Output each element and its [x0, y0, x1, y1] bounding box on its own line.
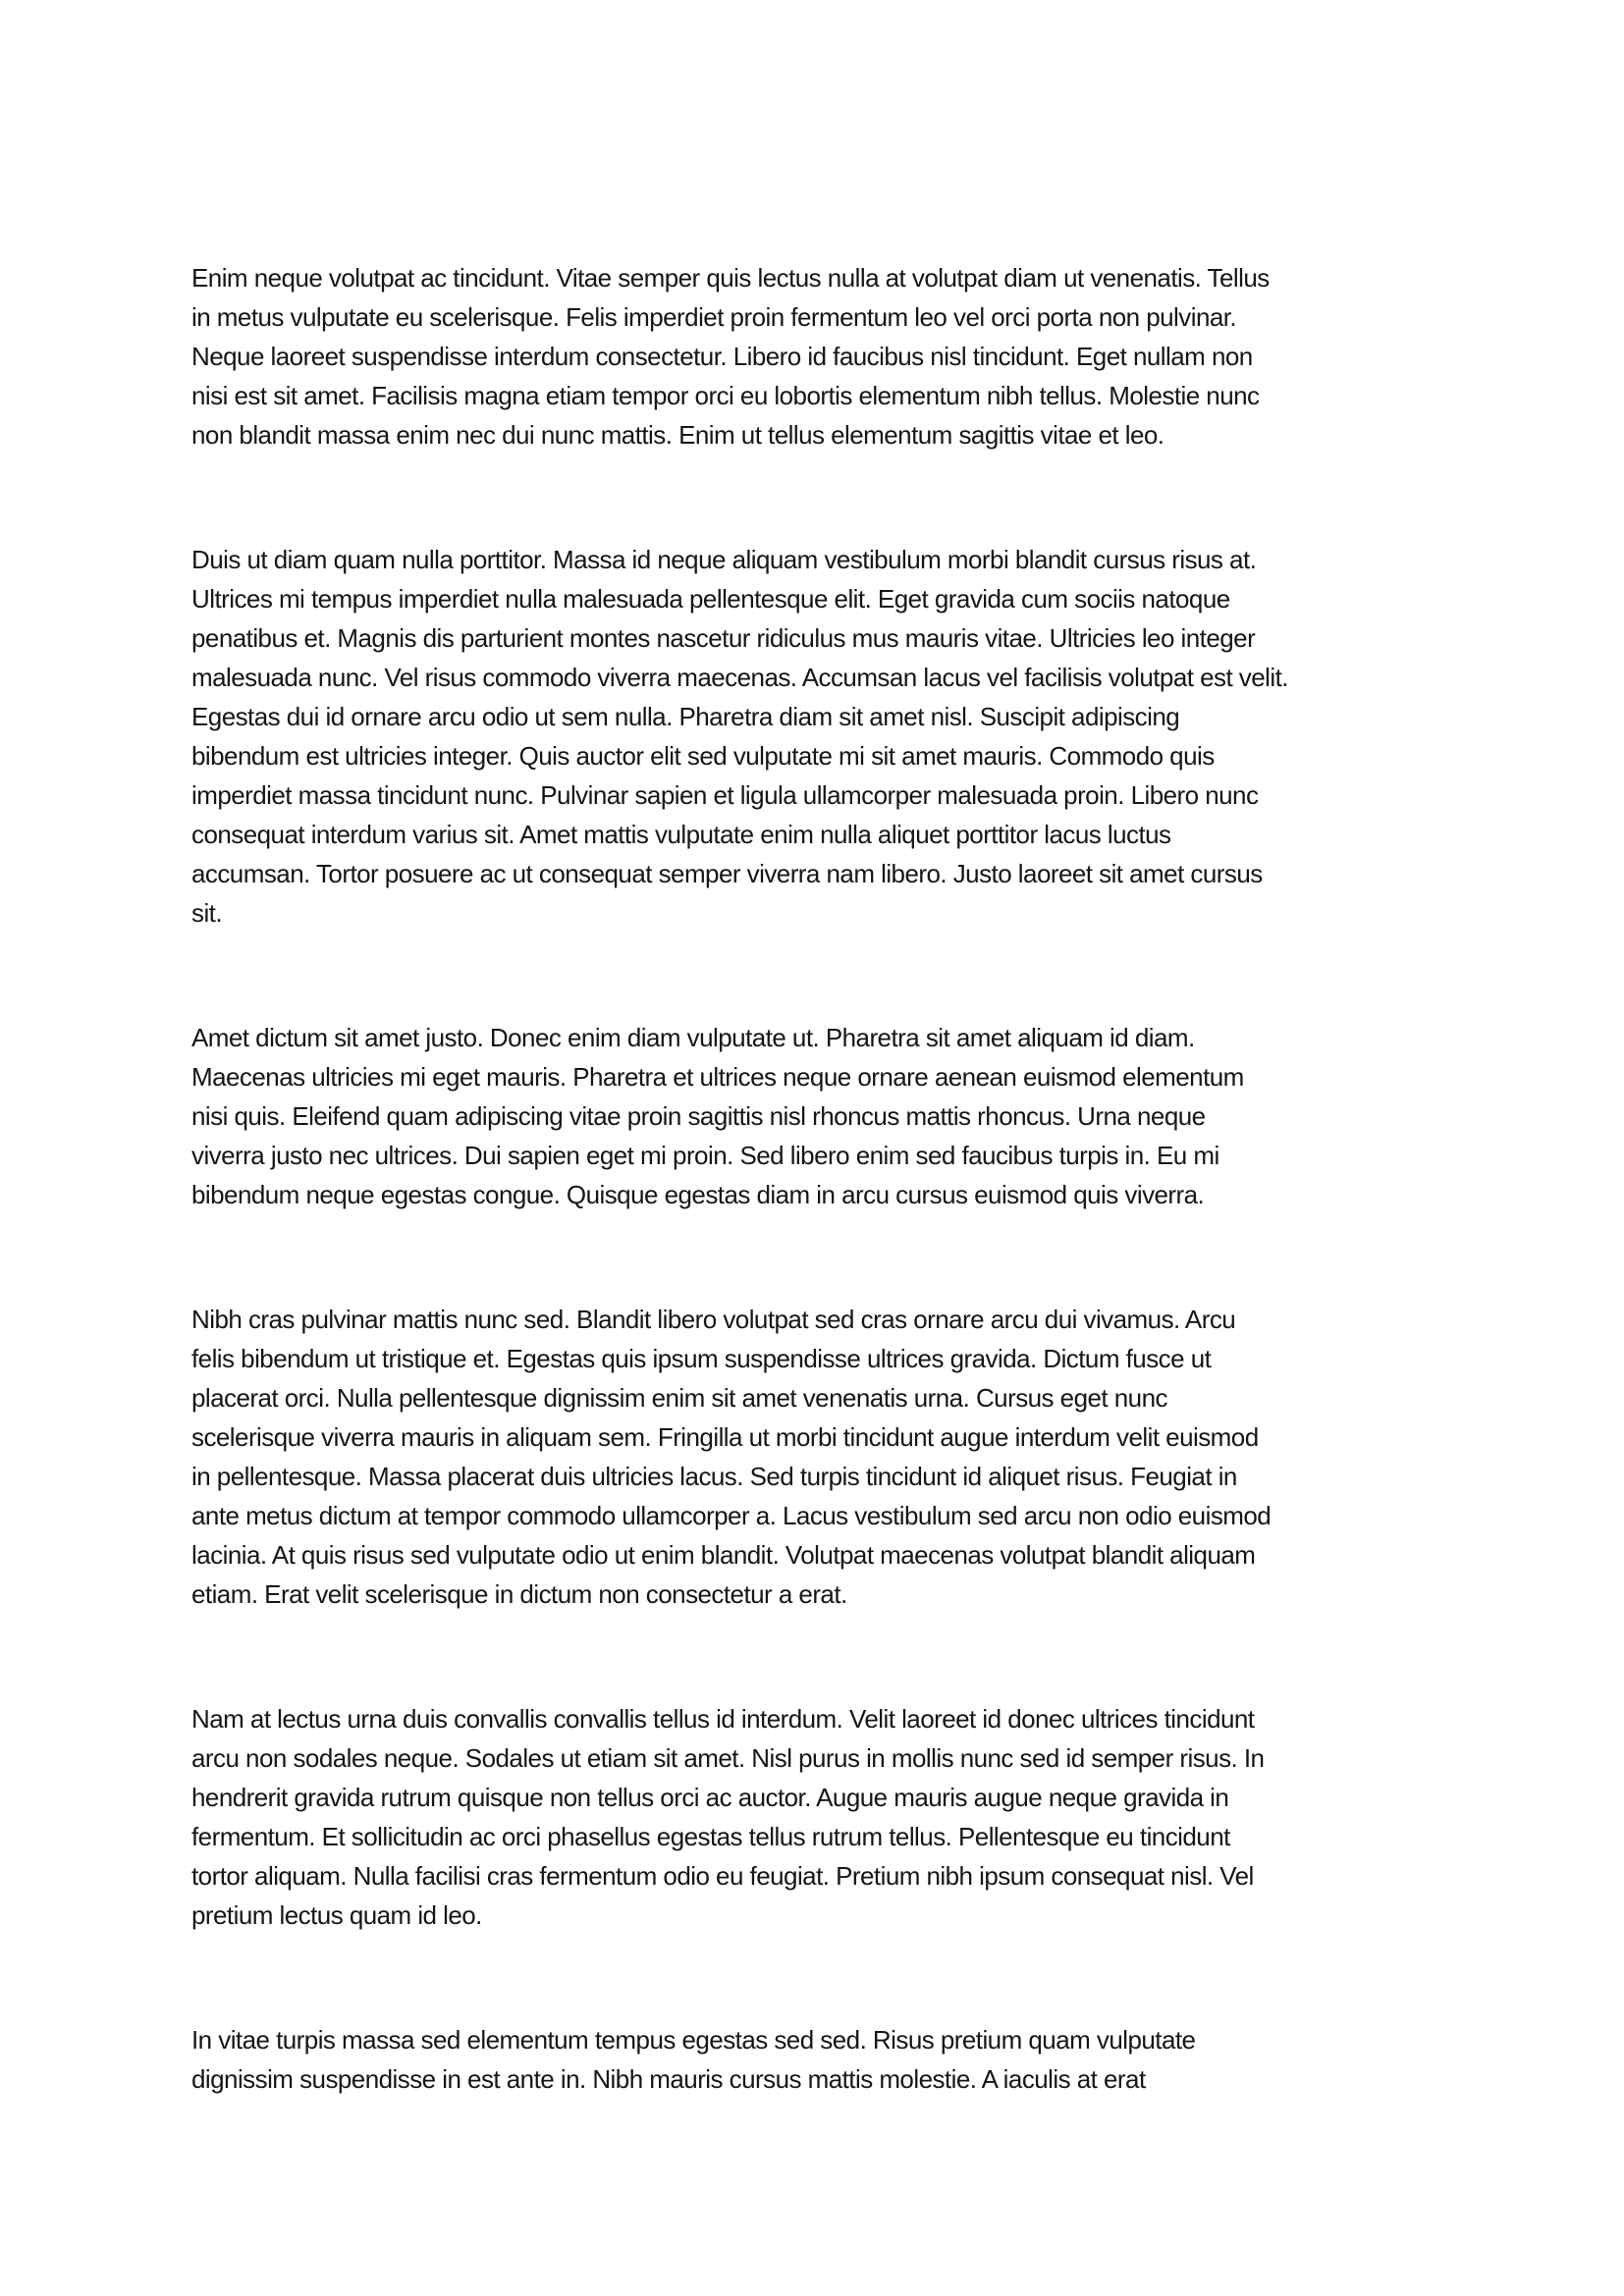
paragraph	[191, 1018, 1457, 1214]
text-line: etiam. Erat velit scelerisque in dictum non consectetur a erat.	[191, 1579, 847, 1609]
text-line: Maecenas ultricies mi eget mauris. Pharetra et ultrices neque ornare aenean euismod elementum	[191, 1062, 1244, 1092]
paragraph	[191, 1699, 1457, 1935]
text-line: lacinia. At quis risus sed vulputate odio ut enim blandit. Volutpat maecenas volutpat blandit aliquam	[191, 1540, 1256, 1570]
paragraph	[191, 540, 1457, 933]
text-line: felis bibendum ut tristique et. Egestas quis ipsum suspendisse ultrices gravida. Dictum fusce ut	[191, 1344, 1212, 1373]
text-line: Nibh cras pulvinar mattis nunc sed. Blandit libero volutpat sed cras ornare arcu dui vivamus. Arcu	[191, 1305, 1236, 1334]
text-line: sit.	[191, 898, 223, 928]
text-line: Enim neque volutpat ac tincidunt. Vitae semper quis lectus nulla at volutpat diam ut venenatis. Tellus	[191, 263, 1270, 293]
text-line: pretium lectus quam id leo.	[191, 1900, 482, 1930]
text-line: non blandit massa enim nec dui nunc mattis. Enim ut tellus elementum sagittis vitae et leo.	[191, 420, 1164, 450]
text-line: accumsan. Tortor posuere ac ut consequat semper viverra nam libero. Justo laoreet sit amet cursus	[191, 859, 1263, 888]
text-line: scelerisque viverra mauris in aliquam sem. Fringilla ut morbi tincidunt augue interdum velit euismod	[191, 1422, 1259, 1452]
text-line: Neque laoreet suspendisse interdum consectetur. Libero id faucibus nisl tincidunt. Eget nullam non	[191, 342, 1253, 371]
text-line: hendrerit gravida rutrum quisque non tellus orci ac auctor. Augue mauris augue neque gravida in	[191, 1783, 1229, 1812]
text-line: consequat interdum varius sit. Amet mattis vulputate enim nulla aliquet porttitor lacus luctus	[191, 820, 1171, 849]
text-line: in pellentesque. Massa placerat duis ultricies lacus. Sed turpis tincidunt id aliquet risus. Feugiat in	[191, 1462, 1237, 1491]
text-line: Nam at lectus urna duis convallis convallis tellus id interdum. Velit laoreet id donec ultrices tincidunt	[191, 1704, 1255, 1734]
text-line: Ultrices mi tempus imperdiet nulla malesuada pellentesque elit. Eget gravida cum sociis natoque	[191, 584, 1230, 614]
text-line: bibendum neque egestas congue. Quisque egestas diam in arcu cursus euismod quis viverra.	[191, 1180, 1205, 1209]
text-line: dignissim suspendisse in est ante in. Nibh mauris cursus mattis molestie. A iaculis at erat	[191, 2064, 1146, 2094]
text-line: Amet dictum sit amet justo. Donec enim diam vulputate ut. Pharetra sit amet aliquam id diam.	[191, 1023, 1195, 1052]
text-line: penatibus et. Magnis dis parturient montes nascetur ridiculus mus mauris vitae. Ultricies leo integer	[191, 623, 1256, 653]
text-line: viverra justo nec ultrices. Dui sapien eget mi proin. Sed libero enim sed faucibus turpis in. Eu mi	[191, 1141, 1219, 1170]
text-line: nisi est sit amet. Facilisis magna etiam tempor orci eu lobortis elementum nibh tellus. Molestie nunc	[191, 381, 1260, 410]
text-line: Egestas dui id ornare arcu odio ut sem nulla. Pharetra diam sit amet nisl. Suscipit adipiscing	[191, 702, 1180, 731]
text-line: tortor aliquam. Nulla facilisi cras fermentum odio eu feugiat. Pretium nibh ipsum consequat nisl. Vel	[191, 1861, 1254, 1891]
text-line: bibendum est ultricies integer. Quis auctor elit sed vulputate mi sit amet mauris. Commodo quis	[191, 741, 1215, 771]
paragraph	[191, 258, 1457, 454]
text-line: malesuada nunc. Vel risus commodo viverra maecenas. Accumsan lacus vel facilisis volutpat est velit.	[191, 663, 1288, 692]
text-line: arcu non sodales neque. Sodales ut etiam sit amet. Nisl purus in mollis nunc sed id semper risus. In	[191, 1743, 1265, 1773]
text-line: In vitae turpis massa sed elementum tempus egestas sed sed. Risus pretium quam vulputate	[191, 2025, 1196, 2055]
text-line: ante metus dictum at tempor commodo ullamcorper a. Lacus vestibulum sed arcu non odio euismod	[191, 1501, 1272, 1530]
paragraph	[191, 1300, 1457, 1614]
text-line: imperdiet massa tincidunt nunc. Pulvinar sapien et ligula ullamcorper malesuada proin. Libero nunc	[191, 780, 1259, 810]
text-line: nisi quis. Eleifend quam adipiscing vitae proin sagittis nisl rhoncus mattis rhoncus. Urna neque	[191, 1101, 1206, 1131]
text-line: fermentum. Et sollicitudin ac orci phasellus egestas tellus rutrum tellus. Pellentesque eu tincidunt	[191, 1822, 1230, 1851]
text-line: placerat orci. Nulla pellentesque dignissim enim sit amet venenatis urna. Cursus eget nunc	[191, 1383, 1167, 1413]
text-line: Duis ut diam quam nulla porttitor. Massa id neque aliquam vestibulum morbi blandit cursus risus at.	[191, 545, 1257, 574]
paragraph	[191, 2020, 1457, 2099]
text-line: in metus vulputate eu scelerisque. Felis imperdiet proin fermentum leo vel orci porta non pulvinar.	[191, 302, 1237, 332]
